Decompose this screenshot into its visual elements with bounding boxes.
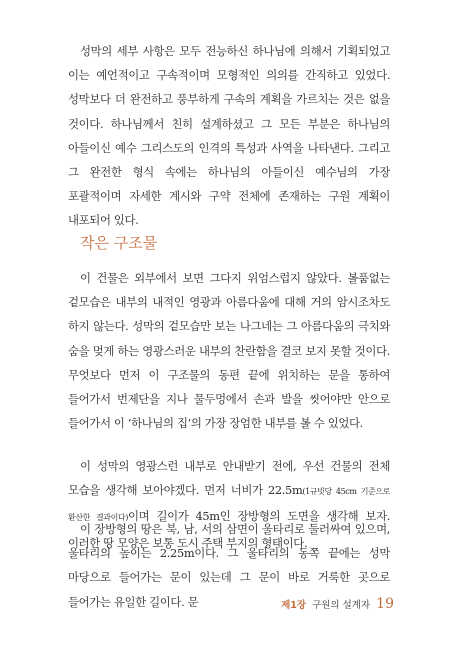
chapter-title: 구원의 설계자	[312, 600, 371, 611]
unit-conversion-note: (1규빗당 45cm 기준으로 환산한 결과이다)	[68, 487, 391, 523]
page-footer	[281, 596, 394, 612]
paragraph-3-text-a: 이 성막의 영광스런 내부로 안내받기 전에, 우선 건물의 전체 모습을 생각해 보아야겠다. 먼저 너비가 22.5m	[68, 459, 390, 498]
page-number: 19	[376, 596, 394, 612]
paragraph-3-text-b: 이며 길이가 45m인 장방형의 도면을 생각해 보자. 이러한 땅 모양은 보통 도시 주택 부지의 형태이다.	[68, 509, 390, 550]
chapter-number: 제1장	[281, 600, 307, 611]
body-paragraph-2: 이 건물은 외부에서 보면 그다지 위엄스럽지 않았다. 볼품없는 겉모습은 내부의 내적인 영광과 아름다움에 대해 거의 암시조차도 하지 않는다. 성막의 겉모습만 보는 나그네는 그 아름다움의 극치와 숨을 멎게 하는 영광스러운 내부의 찬란함을 결코 보지 못할 것이다. 무엇보다 먼저 이 구조물의 동편 끝에 위치하는 문을 통하여 들어가서 번제단을 지나 물두멍에서 손과 발을 씻어야만 안으로 들어가서 이 ‘하나님의 집’의 가장 장엄한 내부를 볼 수 있었다.	[68, 271, 390, 431]
section-heading: 작은 구조물	[80, 234, 158, 252]
body-paragraph-1: 성막의 세부 사항은 모두 전능하신 하나님에 의해서 기획되었고 이는 예언적이고 구속적이며 모형적인 의의를 간직하고 있었다. 성막보다 더 완전하고 풍부하게 구속의 계획을 가르치는 것은 없을 것이다. 하나님께서 친히 설계하셨고 그 모든 부분은 하나님의 아들이신 예수 그리스도의 인격의 특성과 사역을 나타낸다. 그리고 그 완전한 형식 속에는 하나님의 아들이신 예수님의 가장 포괄적이며 자세한 계시와 구약 전체에 존재하는 구원 계획이 내포되어 있다.	[68, 44, 390, 228]
body-paragraph-4: 이 장방형의 땅은 북, 남, 서의 삼면이 울타리로 둘러싸여 있으며, 울타리의 높이는 2.25m이다. 그 울타리의 동쪽 끝에는 성막 마당으로 들어가는 문이 있는데 그 문이 바로 거룩한 곳으로 들어가는 유일한 길이다. 문	[68, 522, 390, 609]
